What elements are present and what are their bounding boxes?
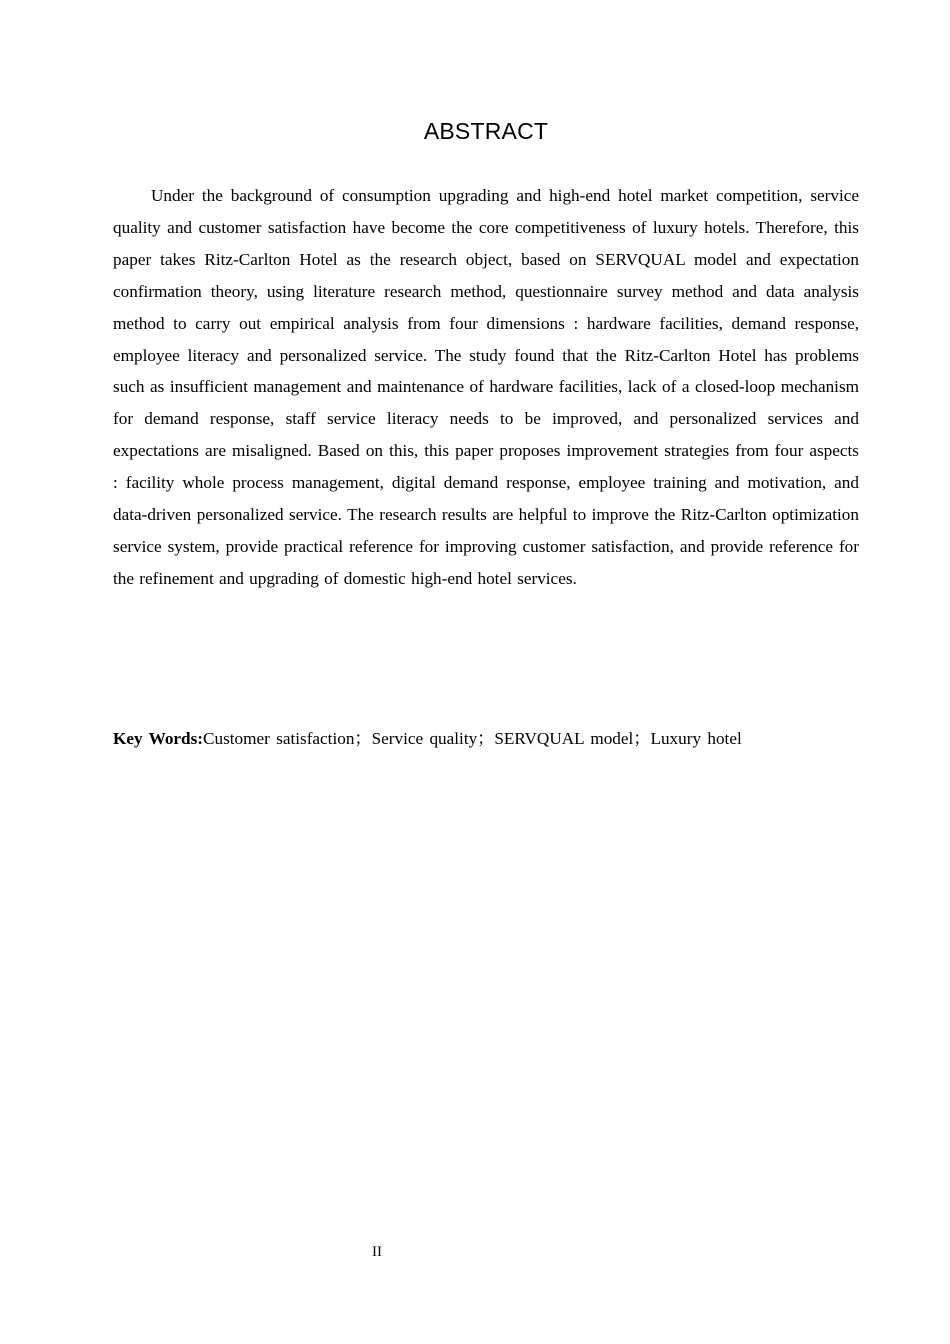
keywords-label: Key Words: xyxy=(113,729,204,748)
abstract-body: Under the background of consumption upgrading and high-end hotel market competition, service quality and customer satisfaction have become the core competitiveness of luxury hotels. Therefore, this paper takes Ritz-Carlton Hotel as the research object, based on SERVQUAL model and expectation confirmation theory, using literature research method, questionnaire survey method and data analysis method to carry out empirical analysis from four dimensions : hardware facilities, demand response, employee literacy and personalized service. The study found that the Ritz-Carlton Hotel has problems such as insufficient management and maintenance of hardware facilities, lack of a closed-loop mechanism for demand response, staff service literacy needs to be improved, and personalized services and expectations are misaligned. Based on this, this paper proposes improvement strategies from four aspects : facility whole process management, digital demand response, employee training and motivation, and data-driven personalized service. The research results are helpful to improve the Ritz-Carlton optimization service system, provide practical reference for improving customer satisfaction, and provide reference for the refinement and upgrading of domestic high-end hotel services. xyxy=(113,186,859,588)
keywords-line xyxy=(113,723,873,755)
abstract-title: ABSTRACT xyxy=(423,118,549,144)
keywords-text: Customer satisfaction；Service quality；SERVQUAL model；Luxury hotel xyxy=(203,729,742,748)
page-number: II xyxy=(372,1244,382,1260)
